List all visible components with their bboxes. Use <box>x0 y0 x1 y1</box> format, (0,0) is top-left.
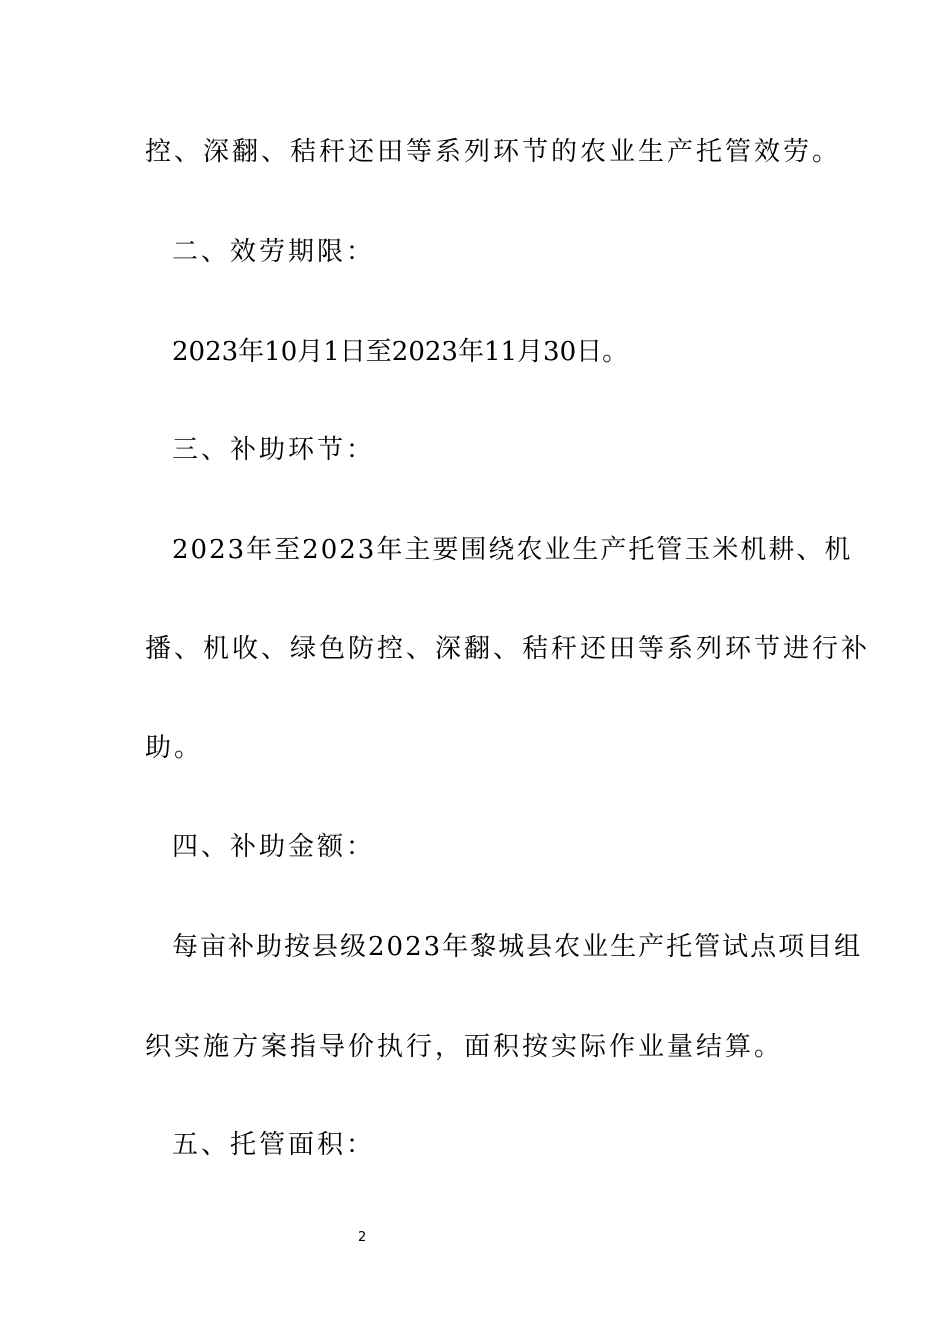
body-line-continuation: 控、深翻、秸秆还田等系列环节的农业生产托管效劳。 <box>145 137 842 167</box>
section-heading-hosting-area: 五、托管面积： <box>172 1130 376 1160</box>
subsidy-links-paragraph-line-1: 2023年至2023年主要围绕农业生产托管玉米机耕、机 <box>172 535 853 565</box>
subsidy-amount-paragraph-line-1: 每亩补助按县级2023年黎城县农业生产托管试点项目组 <box>172 932 863 962</box>
subsidy-links-paragraph-line-3: 助。 <box>145 733 204 763</box>
subsidy-amount-paragraph-line-2: 织实施方案指导价执行，面积按实际作业量结算。 <box>145 1032 784 1062</box>
section-heading-subsidy-amount: 四、补助金额： <box>172 832 376 862</box>
subsidy-links-paragraph-line-2: 播、机收、绿色防控、深翻、秸秆还田等系列环节进行补 <box>145 634 871 664</box>
section-heading-service-period: 二、效劳期限： <box>172 237 376 267</box>
page-number: 2 <box>358 1230 367 1245</box>
service-period-dates: 2023年10月1日至2023年11月30日。 <box>172 337 629 367</box>
section-heading-subsidy-links: 三、补助环节： <box>172 435 376 465</box>
